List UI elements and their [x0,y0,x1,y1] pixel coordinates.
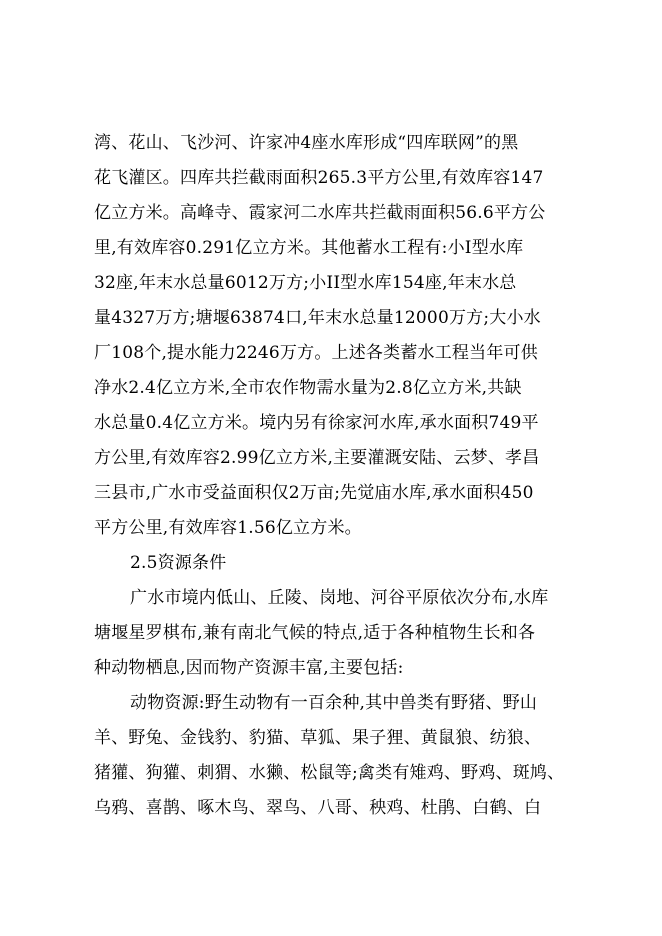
text-line: 种动物栖息,因而物产资源丰富,主要包括: [94,658,404,678]
section-heading: 2.5资源条件 [130,553,227,573]
text-line: 猪獾、狗獾、刺猬、水獭、松鼠等;禽类有雉鸡、野鸡、斑鸠、 [94,763,565,783]
text-line: 花飞灌区。四库共拦截雨面积265.3平方公里,有效库容147 [94,168,544,188]
text-line: 三县市,广水市受益面积仅2万亩;先觉庙水库,承水面积450 [94,483,534,503]
text-line: 量4327万方;塘堰63874口,年末水总量12000万方;大小水 [94,308,541,328]
text-line: 水总量0.4亿立方米。境内另有徐家河水库,承水面积749平 [94,413,539,433]
text-line: 32座,年末水总量6012万方;小II型水库154座,年末水总 [94,273,517,293]
text-line: 乌鸦、喜鹊、啄木鸟、翠鸟、八哥、秧鸡、杜鹃、白鹤、白 [94,798,542,818]
text-line: 羊、野兔、金钱豹、豹猫、草狐、果子狸、黄鼠狼、纺狼、 [94,728,542,748]
text-line: 湾、花山、飞沙河、许家冲4座水库形成“四库联网”的黑 [94,133,519,153]
text-line: 塘堰星罗棋布,兼有南北气候的特点,适于各种植物生长和各 [94,623,536,643]
text-line: 平方公里,有效库容1.56亿立方米。 [94,518,362,538]
text-line: 亿立方米。高峰寺、霞家河二水库共拦截雨面积56.6平方公 [94,203,546,223]
text-line: 广水市境内低山、丘陵、岗地、河谷平原依次分布,水库 [130,588,549,608]
text-line: 方公里,有效库容2.99亿立方米,主要灌溉安陆、云梦、孝昌 [94,448,540,468]
text-line: 净水2.4亿立方米,全市农作物需水量为2.8亿立方米,共缺 [94,378,522,398]
text-line: 动物资源:野生动物有一百余种,其中兽类有野猪、野山 [130,693,538,713]
text-line: 里,有效库容0.291亿立方米。其他蓄水工程有:小I型水库 [94,238,524,258]
text-line: 厂108个,提水能力2246万方。上述各类蓄水工程当年可供 [94,343,538,363]
